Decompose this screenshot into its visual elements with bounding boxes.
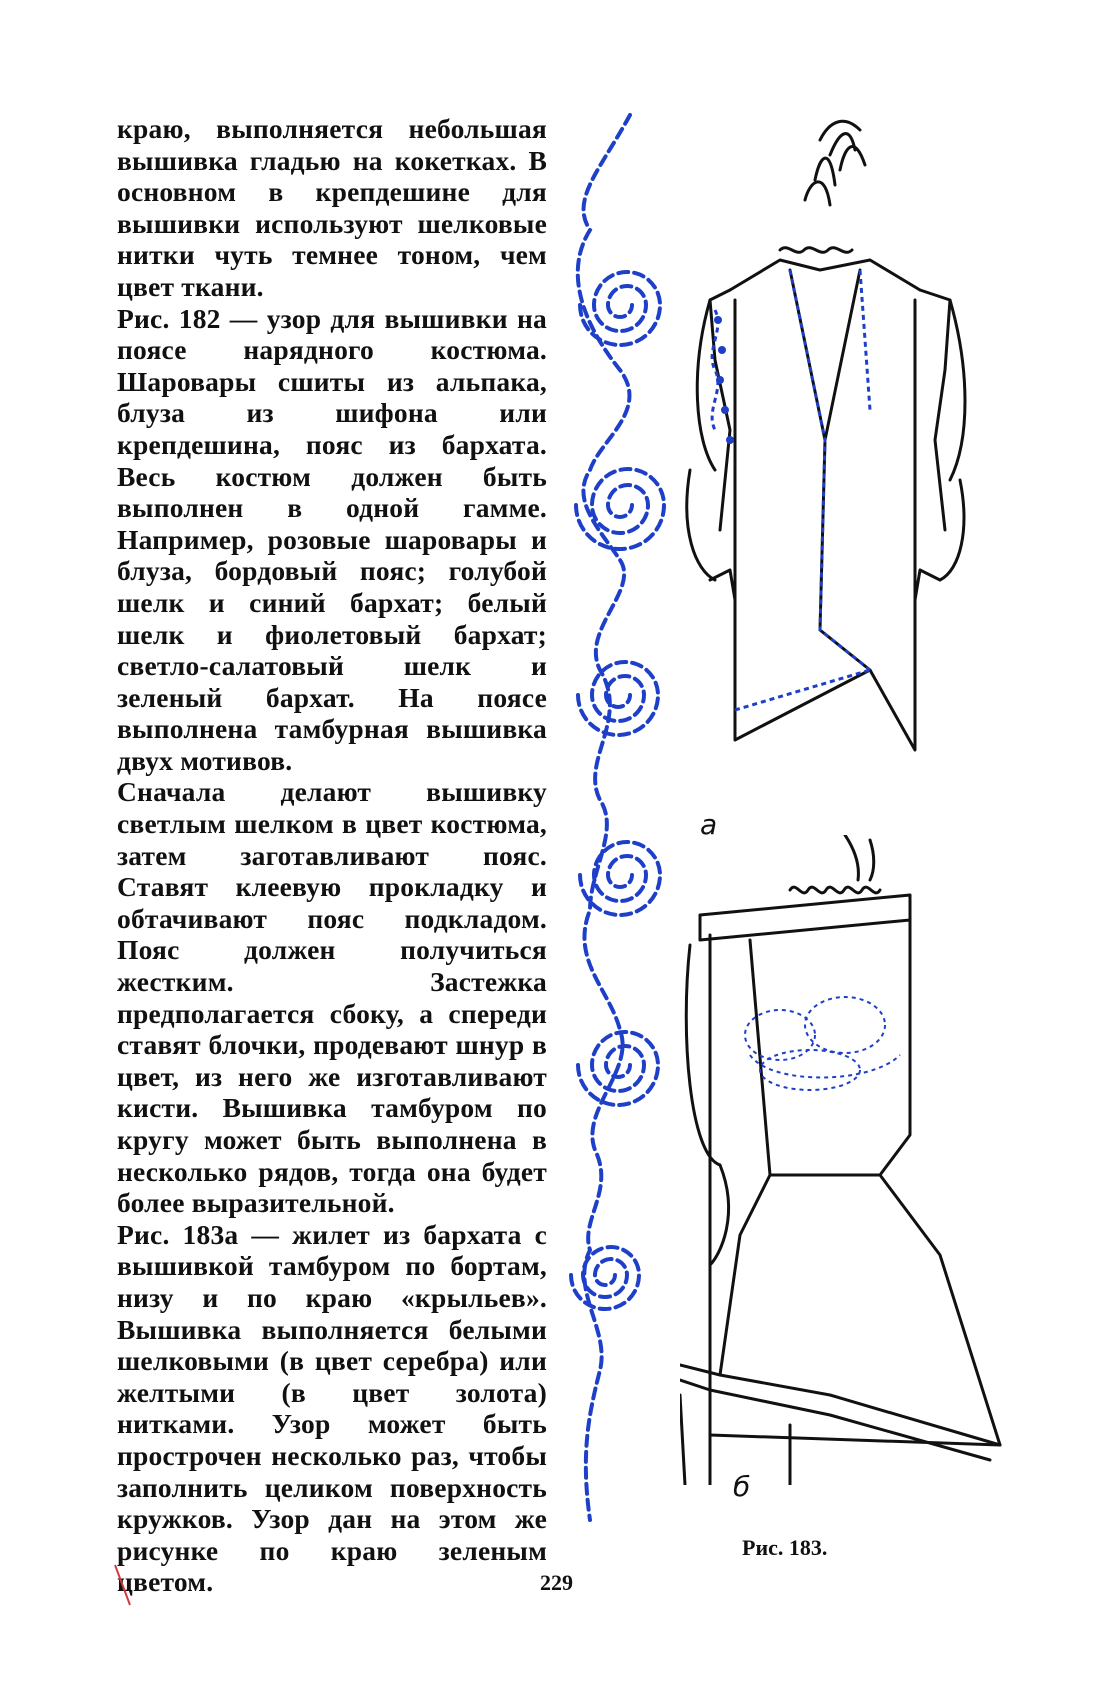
figure-label-b: б: [733, 1470, 751, 1503]
vest-back-illustration: [680, 835, 1040, 1485]
paragraph-4: Рис. 183а — жилет из бархата с вышивкой тамбуром по бортам, низу и по краю «крыльев». Вышивка выполняется белыми шелковыми (в цвет серебра) или желтыми (в цвет золота) нитками. Узор может быть прострочен несколько раз, чтобы заполнить целиком поверхность кружков. Узор дан на этом же рисунке по краю зеленым цветом.: [117, 1218, 547, 1598]
figure-label-a: а: [700, 808, 718, 841]
figure-caption: Рис. 183.: [742, 1535, 828, 1560]
paragraph-1: краю, выполняется небольшая вышивка гладью на кокетках. В основном в крепдешине для вышивки используют шелковые нитки чуть темнее тоном, чем цвет ткани.: [117, 113, 547, 302]
vest-front-illustration: [670, 110, 1030, 850]
paragraph-2: Рис. 182 — узор для вышивки на поясе нарядного костюма. Шаровары сшиты из альпака, блуза из шифона или крепдешина, пояс из бархата. Весь костюм должен быть выполнен в одной гамме. Например, розовые шаровары и блуза, бордовый пояс; голубой шелк и синий бархат; белый шелк и фиолетовый бархат; светло-салатовый шелк и зеленый бархат. На поясе выполнена тамбурная вышивка двух мотивов.: [117, 302, 547, 776]
spiral-ornament-icon: [560, 110, 680, 1530]
paragraph-3: Сначала делают вышивку светлым шелком в цвет костюма, затем заготавливают пояс. Ставят клеевую прокладку и обтачивают пояс подкладом. Пояс должен получиться жестким. Застежка предполагается сбоку, а спереди ставят блочки, продевают шнур в цвет, из него же изготавливают кисти. Вышивка тамбуром по кругу может быть выполнена в несколько рядов, тогда она будет более выразительной.: [117, 776, 547, 1219]
page-number: 229: [540, 1570, 573, 1595]
red-pen-mark-icon: [110, 1560, 140, 1610]
body-text-column: [117, 113, 547, 1598]
